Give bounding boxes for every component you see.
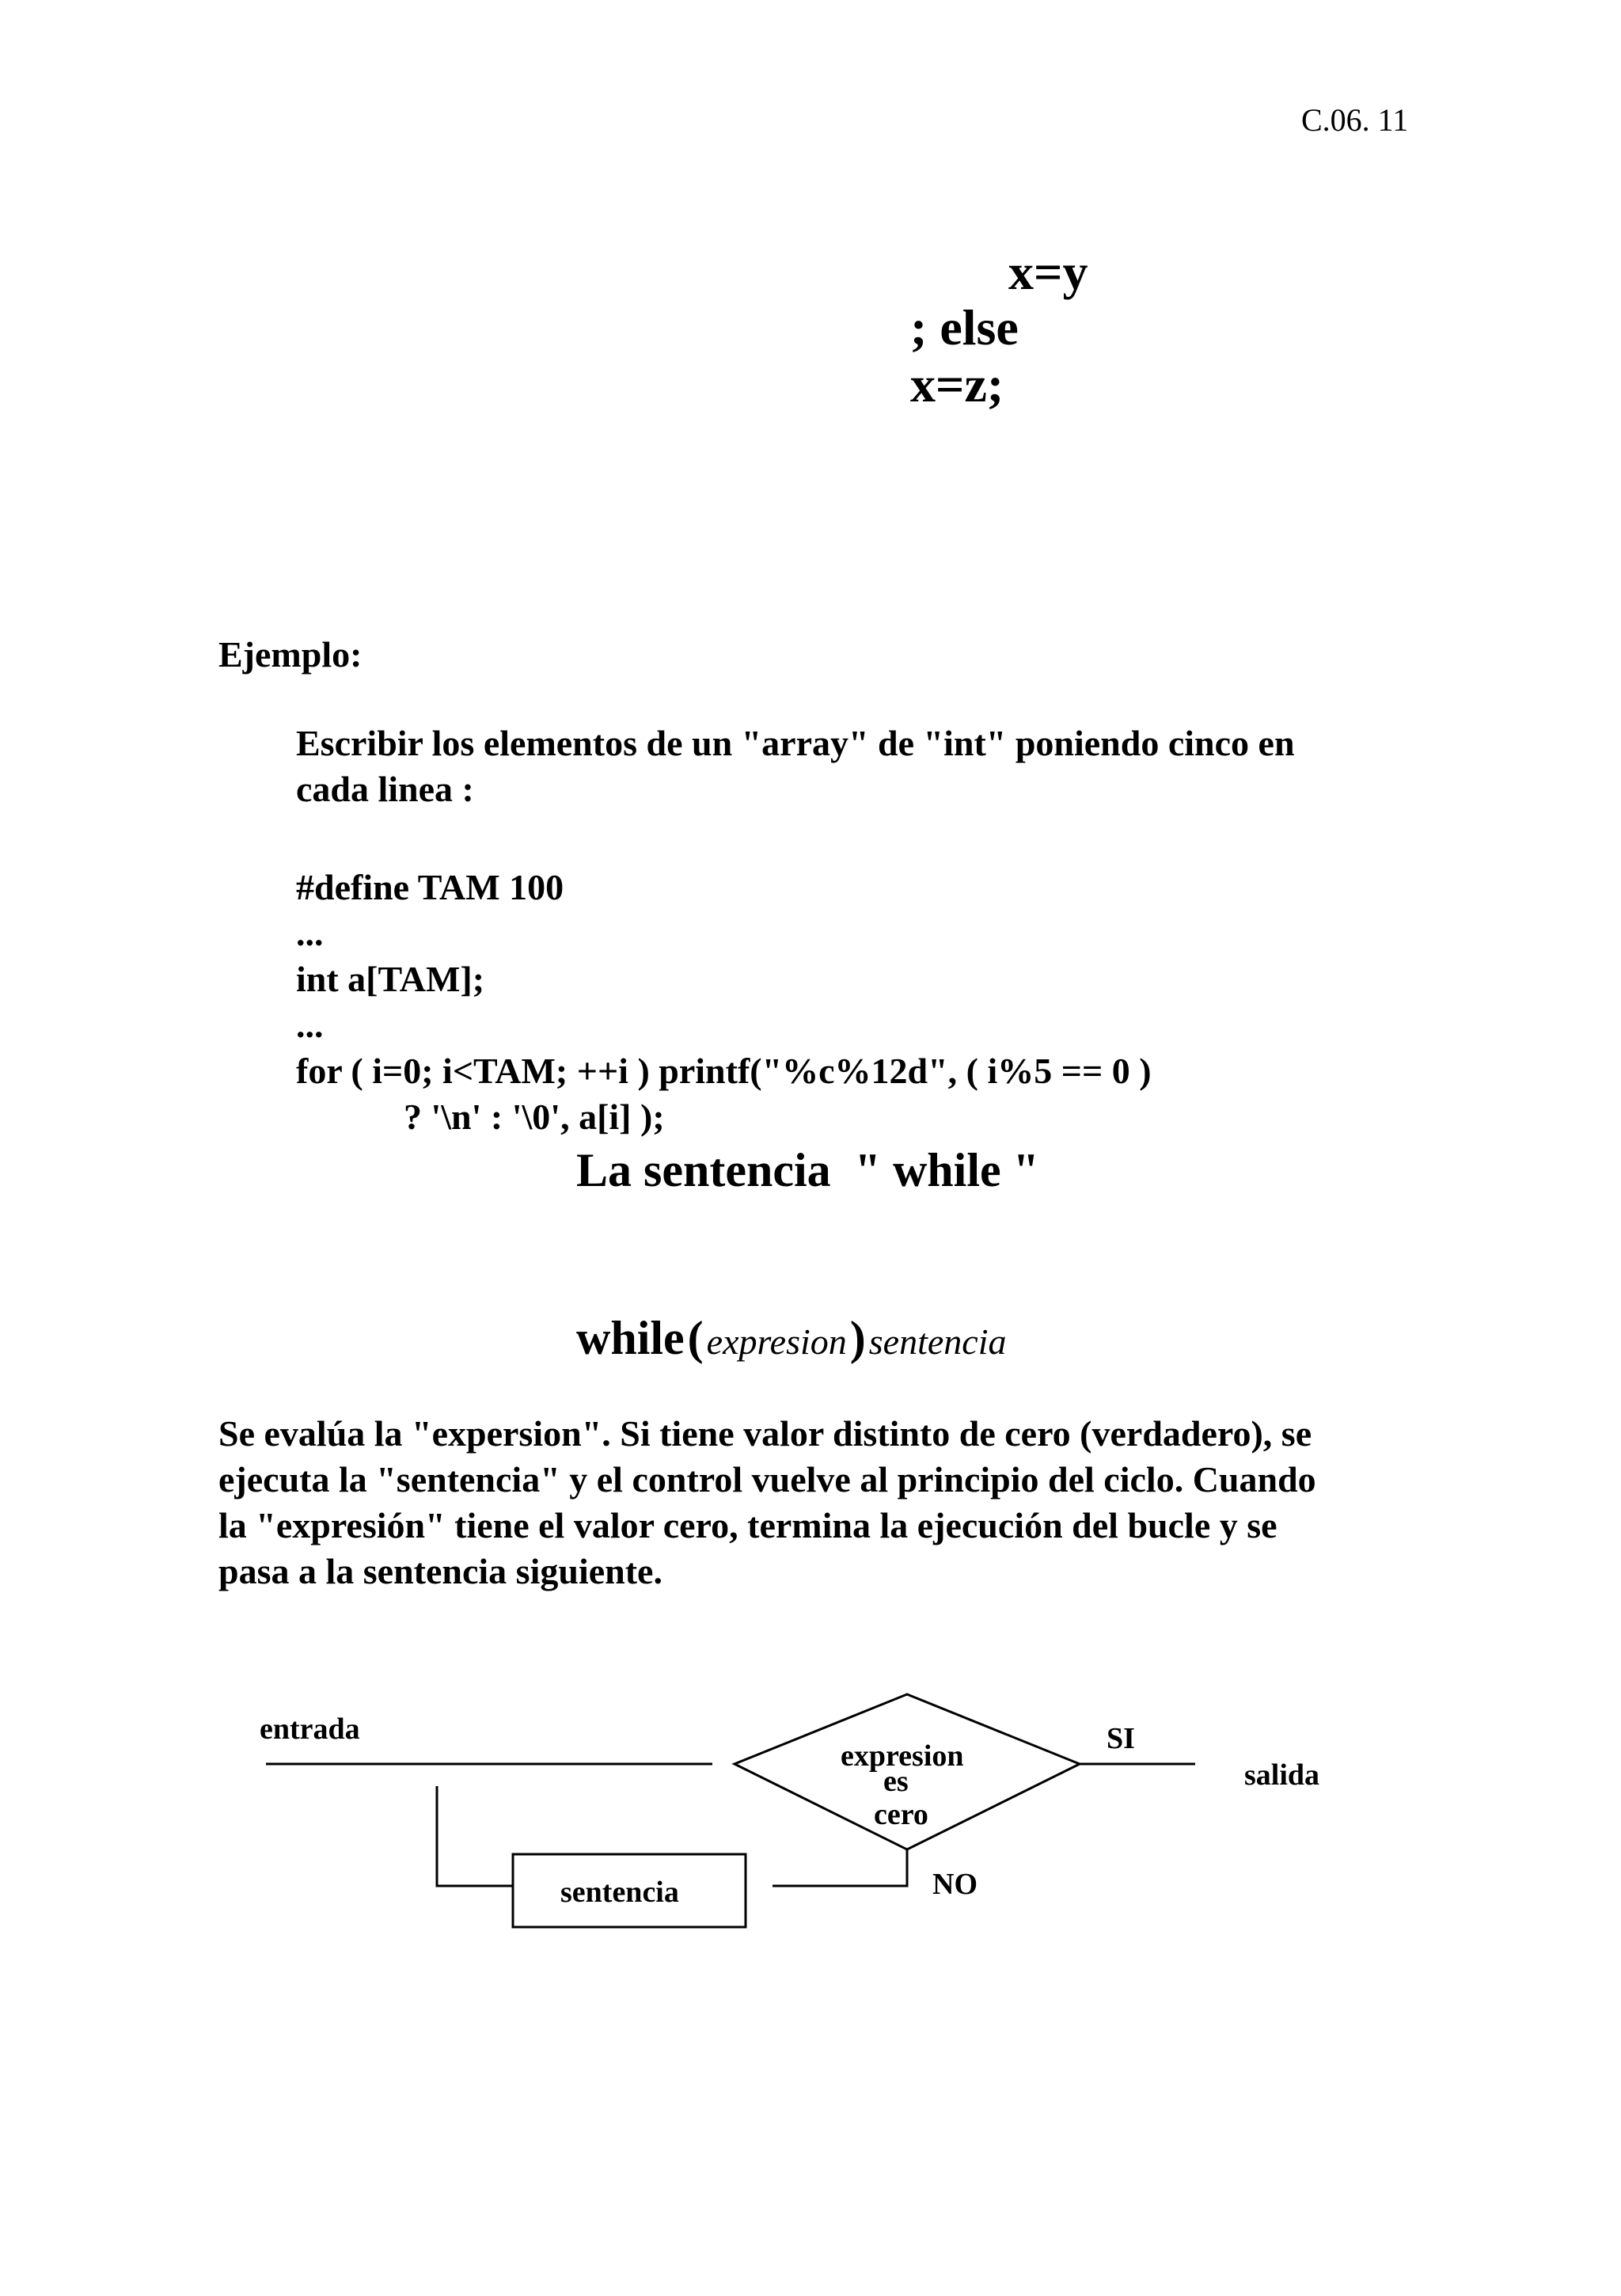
syntax-open-paren: ( [687,1312,704,1364]
no-branch-line [773,1849,907,1886]
statement-box-label: sentencia [560,1876,679,1909]
decision-text-line-2: es [883,1765,909,1798]
si-label: SI [1107,1722,1135,1755]
page-number: C.06. 11 [1301,102,1409,138]
code-line: int a[TAM]; [296,959,485,999]
code-line: for ( i=0; i<TAM; ++i ) printf("%c%12d", ( i%5 == 0 ) [296,1051,1152,1091]
code-line: ... [296,1005,324,1045]
entrada-label: entrada [260,1712,360,1746]
salida-label: salida [1244,1758,1320,1792]
code-line: ? '\n' : '\0', a[i] ); [404,1097,665,1137]
paragraph-line: la "expresión" tiene el valor cero, termina la ejecución del bucle y se [218,1505,1277,1545]
example-description-line-2: cada linea : [296,769,474,809]
example-description-line-1: Escribir los elementos de un "array" de "int" poniendo cinco en [296,723,1295,763]
code-line: #define TAM 100 [296,867,564,907]
code-line-x-equals-y: x=y [1008,244,1088,300]
code-line: ... [296,913,324,953]
paragraph-line: pasa a la sentencia siguiente. [218,1551,662,1591]
paragraph-line: ejecuta la "sentencia" y el control vuelve al principio del ciclo. Cuando [218,1459,1316,1500]
code-line-x-equals-z: x=z; [910,356,1004,412]
decision-text-line-1: expresion [841,1739,964,1773]
no-label: NO [932,1868,978,1901]
syntax-keyword: while [576,1312,685,1364]
loop-back-line [437,1786,513,1886]
syntax-statement: sentencia [868,1321,1007,1362]
section-title: La sentencia " while " [576,1144,1039,1196]
example-heading: Ejemplo: [218,634,363,675]
paragraph-line: Se evalúa la "expersion". Si tiene valor distinto de cero (verdadero), se [218,1413,1312,1454]
syntax-expression: expresion [706,1321,847,1362]
syntax-close-paren: ) [849,1312,866,1364]
code-line-else: ; else [910,299,1019,355]
decision-text-line-3: cero [874,1798,928,1831]
